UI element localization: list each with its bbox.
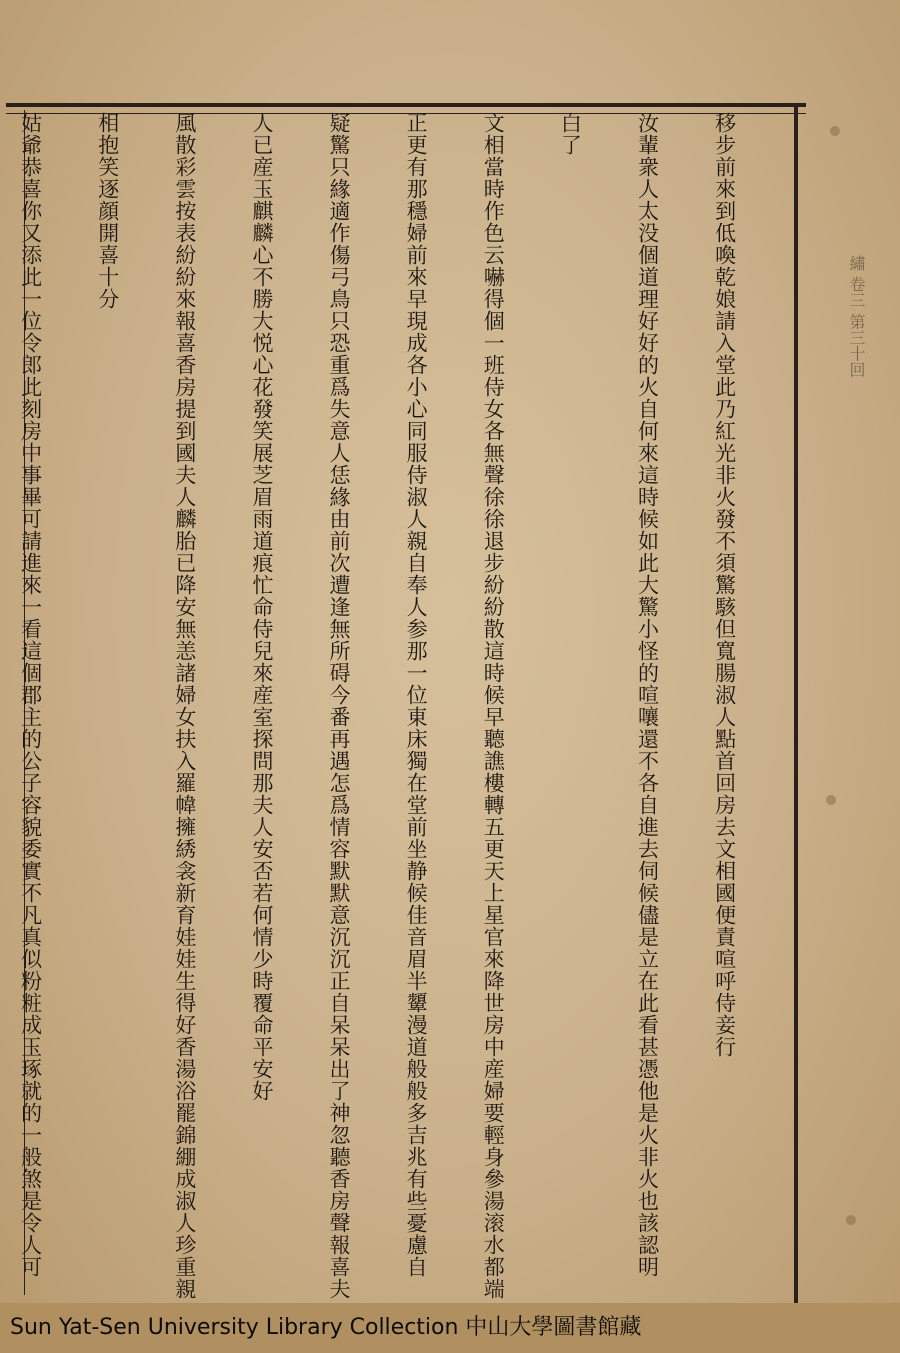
worm-hole — [826, 795, 836, 805]
text-column: 文相當時作色云嚇得個一班侍女各無聲徐徐退步紛紛散這時候早聽譙樓轉五更天上星官來降世房中産婦要輕身參湯滚水都端 — [481, 112, 506, 1300]
vertical-body-text — [18, 112, 788, 1302]
frame-top-rule — [6, 103, 806, 107]
text-column: 白了 — [558, 112, 583, 156]
text-column: 人已産玉麒麟心不勝大悦心花發笑展芝眉雨道痕忙命侍兒來産室探問那夫人安否若何情少時覆命平安好 — [249, 112, 274, 1102]
text-column: 風散彩雲按表紛紛來報喜香房提到國夫人麟胎已降安無恙諸婦女扶入羅幃擁綉衾新育娃娃生得好香湯浴罷錦綳成淑人珍重親 — [172, 112, 197, 1300]
worm-hole — [830, 126, 840, 136]
text-column: 疑驚只緣適作傷弓鳥只恐重爲失意人恁緣由前次遭逢無所碍今番再遇怎爲情容默默意沉沉正自呆呆出了神忽聽香房聲報喜夫 — [327, 112, 352, 1300]
collection-credit: Sun Yat-Sen University Library Collection 中山大學圖書館藏 — [10, 1315, 642, 1340]
text-column: 汝輩衆人太没個道理好好的火自何來這時候如此大驚小怪的喧嚷還不各自進去伺候儘是立在此看甚憑他是火非火也該認明 — [635, 112, 660, 1278]
worm-hole — [846, 1215, 856, 1225]
text-column: 姑爺恭喜你又添此一位令郎此刻房中事畢可請進來一看這個郡主的公子容貌委實不凡真似粉粧成玉琢就的一般煞是令人可 — [18, 112, 43, 1278]
text-column: 移步前來到低喚乾娘請入堂此乃紅光非火發不須驚駭但寬腸淑人點首回房去文相國便責喧呼侍妾行 — [712, 112, 737, 1058]
frame-right-rule — [794, 103, 798, 1303]
text-column: 相抱笑逐顔開喜十分 — [95, 112, 120, 310]
page-folio: 繡 卷三 第三十回 — [847, 255, 866, 378]
text-column: 正更有那穩婦前來早現成各小心同服侍淑人親自奉人参那一位東床獨在堂前坐静候佳音眉半顰漫道般般多吉兆有些憂慮自 — [404, 112, 429, 1278]
